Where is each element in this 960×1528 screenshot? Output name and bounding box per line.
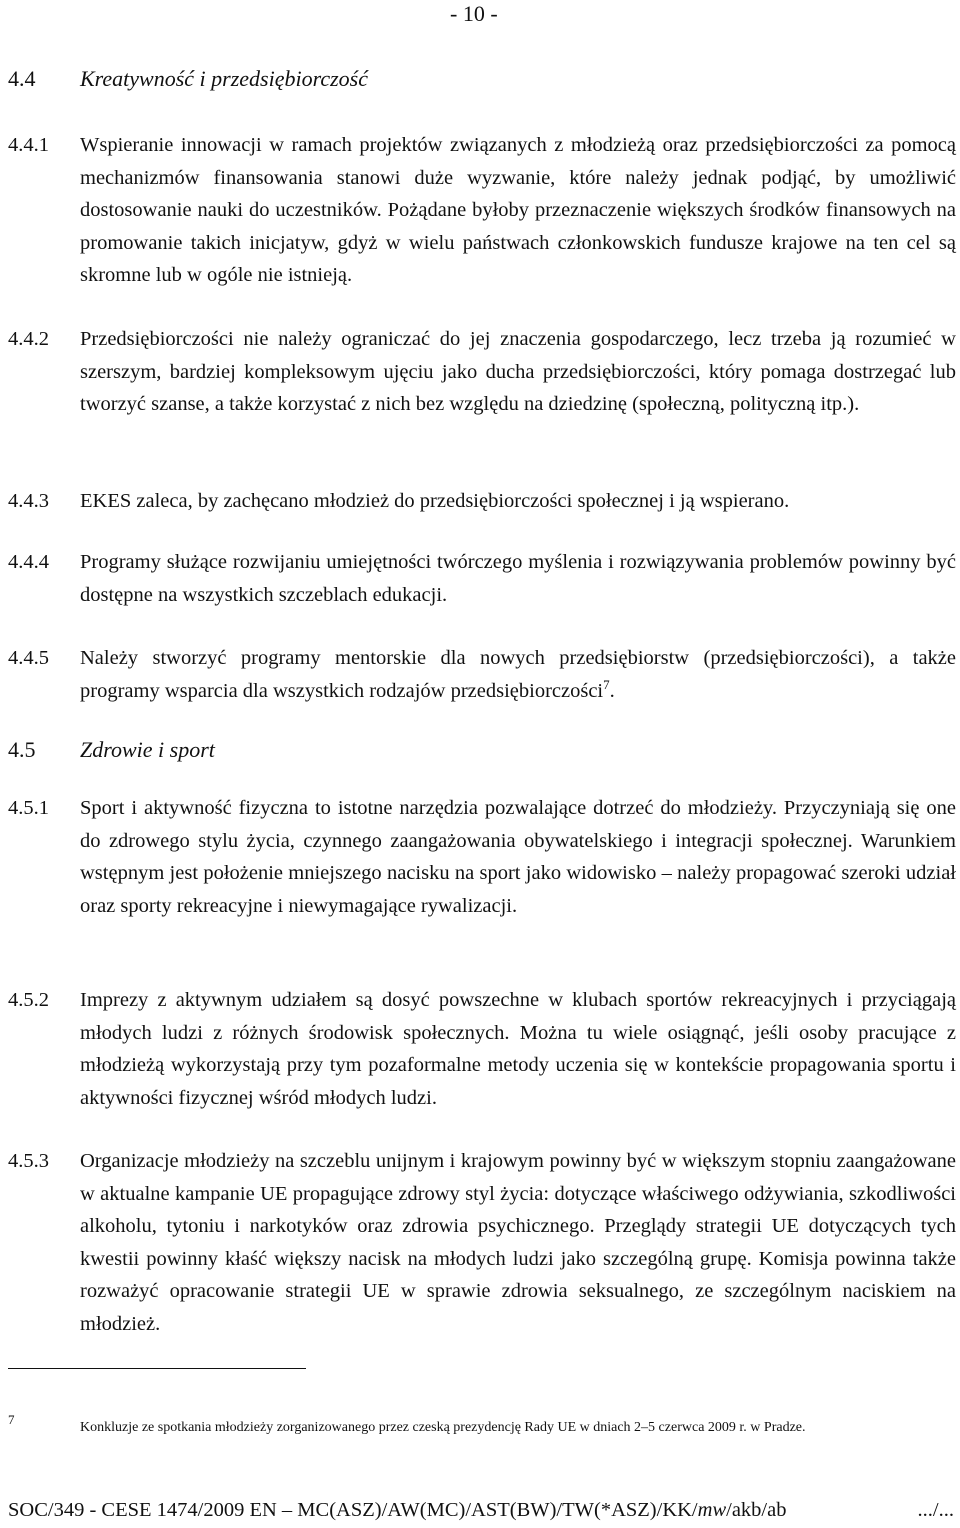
paragraph-number: 4.4.4 [8,551,49,573]
paragraph-4-4-4 [8,546,956,611]
document-reference [8,1496,786,1524]
section-heading-4-4 [8,64,368,94]
paragraph-4-4-2 [8,323,956,421]
paragraph-4-5-2 [8,984,956,1114]
paragraph-4-4-3 [8,485,956,518]
paragraph-4-4-5 [8,642,956,707]
paragraph-text: Sport i aktywność fizyczna to istotne narzędzia pozwalające dotrzeć do młodzieży. Przyczyniają się one do zdrowego stylu życia, czynnego zaangażowania obywatelskiego i integracji społecznej. Warunkiem wstępnym jest położenie mniejszego nacisku na sport jako widowisko – należy propagować szeroki udział oraz sporty rekreacyjne i niewymagające rywalizacji. [80,797,956,917]
paragraph-number: 4.5.2 [8,989,49,1011]
paragraph-text: Przedsiębiorczości nie należy ograniczać do jej znaczenia gospodarczego, lecz trzeba ją rozumieć w szerszym, bardziej kompleksowym ujęciu jako ducha przedsiębiorczości, który pomaga dostrzegać lub tworzyć szanse, a także korzystać z nich bez względu na dziedzinę (społeczną, polityczną itp.). [80,328,956,416]
paragraph-text [80,642,956,707]
paragraph-text-content: Należy stworzyć programy mentorskie dla nowych przedsiębiorstw (przedsiębiorczości), a także programy wsparcia dla wszystkich rodzajów przedsiębiorczości [80,647,956,702]
paragraph-number: 4.5.1 [8,797,49,819]
document-reference-italic: mw [697,1499,727,1521]
paragraph-text: Imprezy z aktywnym udziałem są dosyć powszechne w klubach sportów rekreacyjnych i przyciągają młodych ludzi z różnych środowisk społecznych. Można tu wiele osiągnąć, jeśli osoby pracujące z młodzieżą wykorzystają przy tym pozaformalne metody uczenia się w kontekście propagowania sportu i aktywności fizycznej wśród młodych ludzi. [80,989,956,1109]
paragraph-text: Programy służące rozwijaniu umiejętności twórczego myślenia i rozwiązywania problemów powinny być dostępne na wszystkich szczeblach edukacji. [80,551,956,606]
paragraph-number: 4.5.3 [8,1150,49,1172]
continued-mark: .../... [917,1499,954,1521]
footnote-separator [8,1368,306,1369]
document-footer [8,1496,954,1524]
paragraph-number: 4.4.3 [8,490,49,512]
paragraph-4-4-1 [8,129,956,292]
footnote-text: Konkluzje ze spotkania młodzieży zorganizowanego przez czeską prezydencję Rady UE w dniach 2–5 czerwca 2009 r. w Pradze. [80,1420,806,1435]
paragraph-text: Wspieranie innowacji w ramach projektów związanych z młodzieżą oraz przedsiębiorczości za pomocą mechanizmów finansowania stanowi duże wyzwanie, które należy jednak podjąć, by umożliwić dostosowanie nauki do uczestników. Pożądane byłoby przeznaczenie większych środków finansowych na promowanie takich inicjatyw, gdyż w wielu państwach członkowskich fundusze krajowe na ten cel są skromne lub w ogóle nie istnieją. [80,134,956,287]
paragraph-text: EKES zaleca, by zachęcano młodzież do przedsiębiorczości społecznej i ją wspierano. [80,490,790,512]
section-number: 4.4 [8,66,36,91]
paragraph-text-end: . [609,679,615,702]
paragraph-number: 4.4.1 [8,134,49,156]
paragraph-4-5-1 [8,792,956,922]
paragraph-number: 4.4.2 [8,328,49,350]
section-title: Kreatywność i przedsiębiorczość [80,66,369,91]
paragraph-4-5-3 [8,1145,956,1341]
document-reference-b: /akb/ab [726,1499,787,1521]
footnote-reference: 7 [603,676,610,692]
section-number: 4.5 [8,737,36,762]
paragraph-text: Organizacje młodzieży na szczeblu unijnym i krajowym powinny być w większym stopniu zaangażowane w aktualne kampanie UE propagujące zdrowy styl życia: dotyczące właściwego odżywiania, szkodliwości alkoholu, tytoniu i narkotyków oraz zdrowia psychicznego. Przeglądy strategii UE dotyczących tych kwestii powinny kłaść większy nacisk na młodych ludzi jako szczególną grupę. Komisja powinna także rozważyć opracowanie strategii UE w sprawie zdrowia seksualnego, ze szczególnym naciskiem na młodzież. [80,1150,956,1335]
footnote-mark: 7 [8,1412,15,1427]
section-title: Zdrowie i sport [80,737,215,762]
document-reference-a: SOC/349 - CESE 1474/2009 EN – MC(ASZ)/AW(MC)/AST(BW)/TW(*ASZ)/KK/ [8,1499,698,1521]
page-number: - 10 - [450,1,498,26]
paragraph-number: 4.4.5 [8,647,49,669]
section-heading-4-5 [8,735,215,765]
